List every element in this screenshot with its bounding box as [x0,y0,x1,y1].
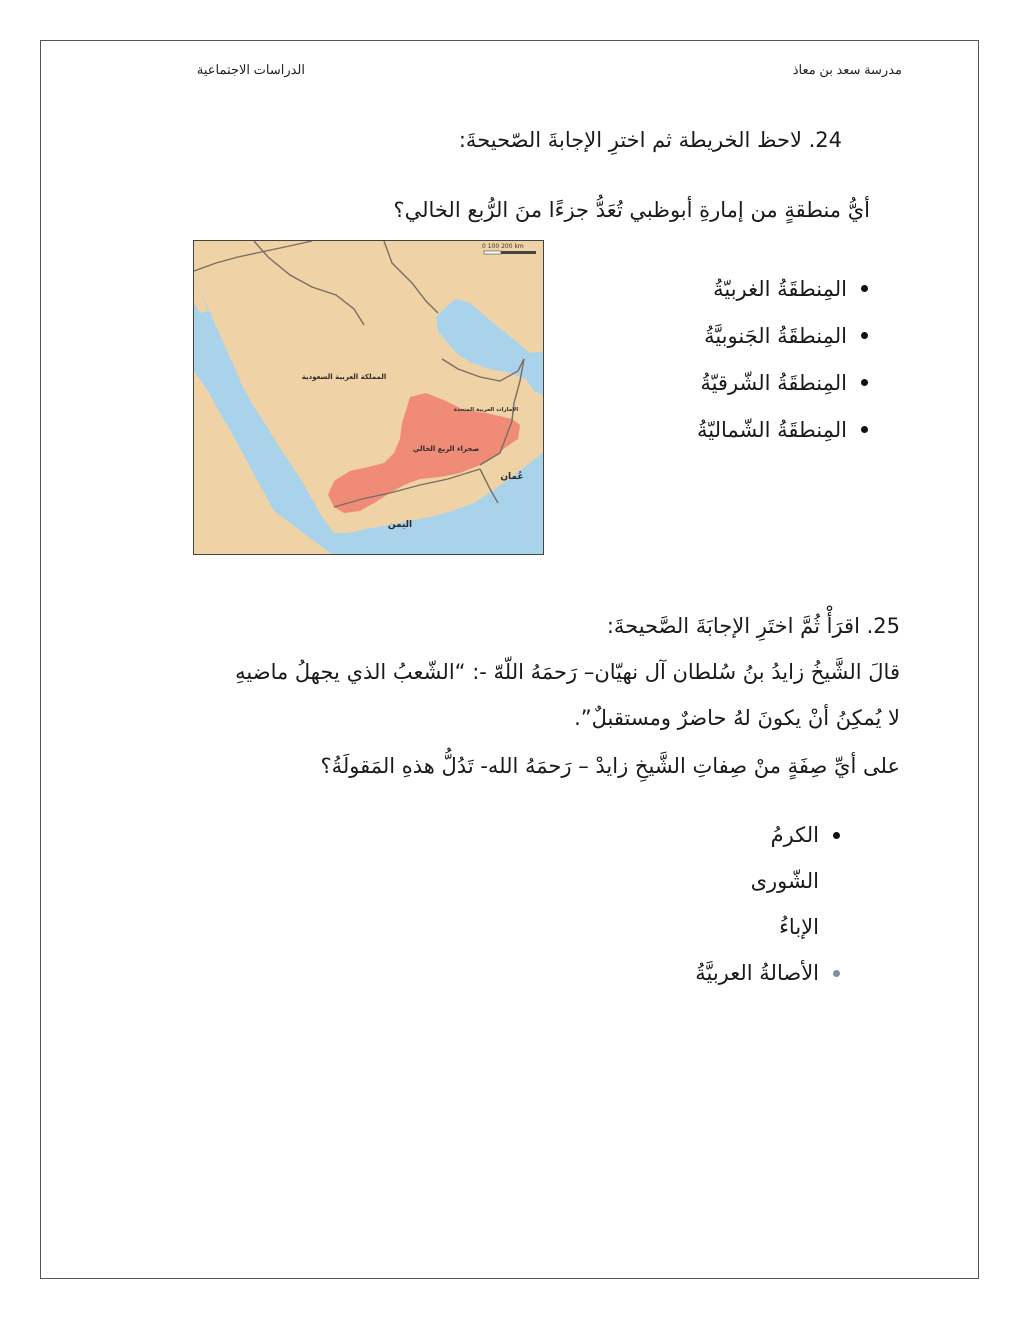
bullet-icon [833,832,840,839]
option-item[interactable] [695,950,840,996]
question-24-options [697,265,868,453]
option-item[interactable] [695,904,840,950]
question-24-title: 24. لاحظ الخريطة ثم اخترِ الإجابةَ الصّحيحةَ: [458,128,842,152]
bullet-icon [861,426,868,433]
map-label-empty-quarter: صحراء الربع الخالي [412,445,480,453]
option-label: المِنطقَةُ الشّماليّةُ [697,417,847,442]
option-label: المِنطقَةُ الجَنوبيَّةُ [704,323,847,348]
arabian-peninsula-map [193,240,544,555]
option-label: المِنطقَةُ الشّرقيّةُ [700,370,847,395]
question-25-title: 25. اقرَأْ ثُمَّ اختَرِ الإجابَةَ الصَّحيحةَ: [606,614,900,638]
option-label: الشّورى [750,869,819,893]
option-label: الأصالةُ العربيَّةُ [695,961,819,985]
school-name: مدرسة سعد بن معاذ [792,62,902,77]
question-24-text: أيُّ منطقةٍ من إمارةِ أبوظبي تُعَدُّ جزءًا منَ الرُّبع الخالي؟ [393,198,870,222]
option-item[interactable] [697,359,868,406]
map-scale-label: 0 100 200 km [482,243,524,250]
option-item[interactable] [695,858,840,904]
option-item[interactable] [697,312,868,359]
bullet-icon [861,332,868,339]
option-label: الكرمُ [770,823,819,847]
bullet-icon [861,285,868,292]
subject-name: الدراسات الاجتماعية [196,62,305,77]
option-label: الإباءُ [779,915,819,939]
map-label-oman: عُمان [500,472,524,482]
bullet-icon [833,970,840,977]
question-25-quote-line2: لا يُمكِنُ أنْ يكونَ لهُ حاضرٌ ومستقبلٌ”. [574,706,900,730]
question-25-options [695,812,840,996]
bullet-icon [861,379,868,386]
map-graphic [194,241,544,555]
map-label-uae: الإمارات العربية المتحدة [453,407,519,413]
question-25-text: على أيِّ صِفَةٍ منْ صِفاتِ الشَّيخِ زايدْ – رَحمَهُ الله- تَدُلُّ هذهِ المَقولَةُ؟ [320,754,900,778]
option-item[interactable] [695,812,840,858]
map-label-saudi: المملكة العربية السعودية [301,373,387,381]
question-25-quote-line1: قالَ الشَّيخُ زايدُ بنُ سُلطان آل نهيّان– رَحمَهُ اللّهّ -: “الشّعبُ الذي يجهلُ ماضيهِ [235,660,900,684]
map-label-yemen: اليمن [387,520,413,530]
option-label: المِنطقَةُ الغربيّةُ [713,276,847,301]
option-item[interactable] [697,406,868,453]
option-item[interactable] [697,265,868,312]
